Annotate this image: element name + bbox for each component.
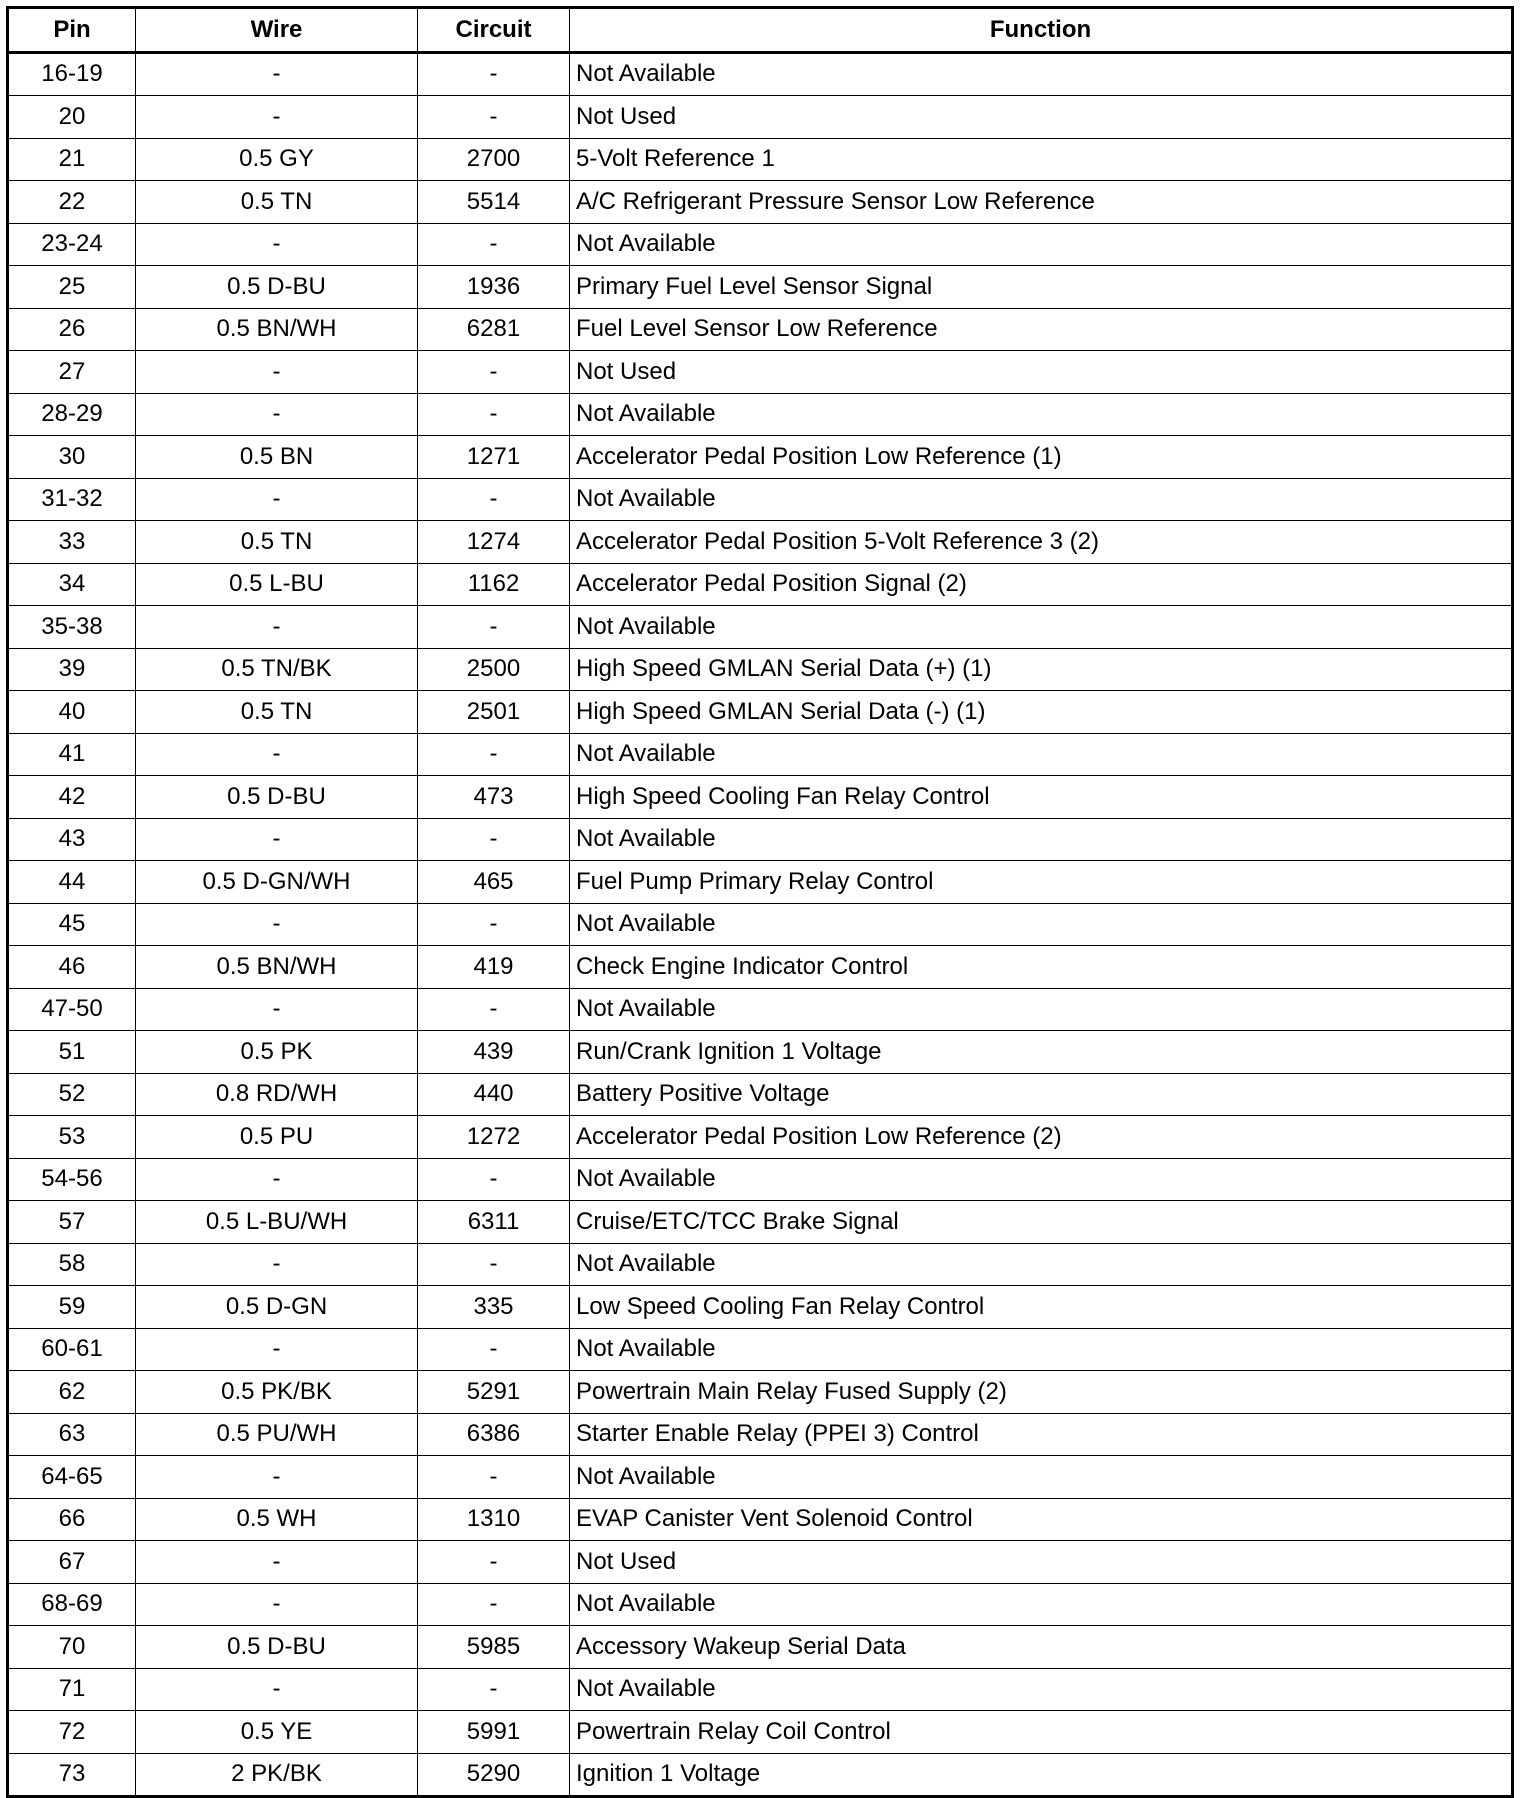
cell-wire: 0.5 TN/BK — [136, 648, 418, 691]
cell-wire: - — [136, 1456, 418, 1499]
cell-function: Not Available — [570, 733, 1513, 776]
cell-circuit: - — [418, 393, 570, 436]
cell-wire: - — [136, 1583, 418, 1626]
table-row — [8, 1201, 1513, 1244]
cell-wire: 0.5 PK — [136, 1031, 418, 1074]
table-row — [8, 1583, 1513, 1626]
cell-function: Accelerator Pedal Position 5-Volt Reference 3 (2) — [570, 521, 1513, 564]
cell-circuit: 1162 — [418, 563, 570, 606]
cell-circuit: 5514 — [418, 181, 570, 224]
cell-circuit: - — [418, 351, 570, 394]
cell-function: Not Available — [570, 1583, 1513, 1626]
cell-wire: 0.5 D-GN — [136, 1286, 418, 1329]
header-circuit: Circuit — [418, 8, 570, 53]
table-row — [8, 181, 1513, 224]
cell-function: Not Available — [570, 1243, 1513, 1286]
cell-wire: 0.5 L-BU — [136, 563, 418, 606]
cell-circuit: 2700 — [418, 138, 570, 181]
header-row — [8, 8, 1513, 53]
pin-table — [6, 6, 1514, 1798]
cell-circuit: - — [418, 818, 570, 861]
header-function: Function — [570, 8, 1513, 53]
cell-pin: 46 — [8, 946, 136, 989]
cell-pin: 72 — [8, 1711, 136, 1754]
cell-function: Not Available — [570, 903, 1513, 946]
cell-circuit: - — [418, 1158, 570, 1201]
table-row — [8, 1371, 1513, 1414]
cell-wire: - — [136, 478, 418, 521]
cell-circuit: - — [418, 903, 570, 946]
cell-function: Not Available — [570, 1668, 1513, 1711]
cell-circuit: 465 — [418, 861, 570, 904]
cell-pin: 47-50 — [8, 988, 136, 1031]
cell-wire: - — [136, 606, 418, 649]
cell-wire: 0.5 D-BU — [136, 266, 418, 309]
cell-circuit: 2501 — [418, 691, 570, 734]
cell-wire: 0.5 TN — [136, 521, 418, 564]
cell-pin: 35-38 — [8, 606, 136, 649]
cell-wire: 0.5 BN/WH — [136, 308, 418, 351]
table-row — [8, 1286, 1513, 1329]
cell-function: Accelerator Pedal Position Low Reference (2) — [570, 1116, 1513, 1159]
cell-wire: 0.5 WH — [136, 1498, 418, 1541]
cell-circuit: 5991 — [418, 1711, 570, 1754]
cell-function: Cruise/ETC/TCC Brake Signal — [570, 1201, 1513, 1244]
cell-function: Not Available — [570, 818, 1513, 861]
cell-wire: 0.5 PU — [136, 1116, 418, 1159]
table-row — [8, 436, 1513, 479]
cell-circuit: 419 — [418, 946, 570, 989]
table-row — [8, 1668, 1513, 1711]
cell-function: Low Speed Cooling Fan Relay Control — [570, 1286, 1513, 1329]
cell-circuit: 1936 — [418, 266, 570, 309]
cell-wire: 0.5 TN — [136, 691, 418, 734]
cell-function: Not Available — [570, 606, 1513, 649]
cell-pin: 54-56 — [8, 1158, 136, 1201]
table-row — [8, 776, 1513, 819]
table-body — [8, 52, 1513, 1797]
cell-function: Powertrain Main Relay Fused Supply (2) — [570, 1371, 1513, 1414]
cell-circuit: 473 — [418, 776, 570, 819]
header-pin: Pin — [8, 8, 136, 53]
cell-pin: 39 — [8, 648, 136, 691]
cell-function: Accelerator Pedal Position Low Reference (1) — [570, 436, 1513, 479]
table-row — [8, 138, 1513, 181]
table-row — [8, 52, 1513, 96]
table-row — [8, 1031, 1513, 1074]
cell-pin: 34 — [8, 563, 136, 606]
table-row — [8, 563, 1513, 606]
cell-function: Not Available — [570, 1456, 1513, 1499]
cell-pin: 16-19 — [8, 52, 136, 96]
cell-pin: 58 — [8, 1243, 136, 1286]
table-row — [8, 266, 1513, 309]
cell-pin: 67 — [8, 1541, 136, 1584]
table-row — [8, 1158, 1513, 1201]
cell-function: High Speed GMLAN Serial Data (+) (1) — [570, 648, 1513, 691]
cell-pin: 42 — [8, 776, 136, 819]
cell-function: Accessory Wakeup Serial Data — [570, 1626, 1513, 1669]
cell-circuit: - — [418, 1243, 570, 1286]
cell-wire: - — [136, 1158, 418, 1201]
table-row — [8, 1753, 1513, 1797]
cell-function: Accelerator Pedal Position Signal (2) — [570, 563, 1513, 606]
cell-wire: - — [136, 393, 418, 436]
table-row — [8, 648, 1513, 691]
cell-pin: 28-29 — [8, 393, 136, 436]
cell-pin: 33 — [8, 521, 136, 564]
cell-wire: - — [136, 733, 418, 776]
cell-wire: 2 PK/BK — [136, 1753, 418, 1797]
cell-pin: 71 — [8, 1668, 136, 1711]
cell-function: Not Available — [570, 478, 1513, 521]
cell-pin: 59 — [8, 1286, 136, 1329]
table-row — [8, 1243, 1513, 1286]
table-row — [8, 606, 1513, 649]
cell-wire: 0.5 BN/WH — [136, 946, 418, 989]
cell-circuit: 5985 — [418, 1626, 570, 1669]
cell-function: Not Used — [570, 351, 1513, 394]
cell-circuit: 6281 — [418, 308, 570, 351]
cell-wire: - — [136, 96, 418, 139]
cell-circuit: - — [418, 96, 570, 139]
cell-pin: 30 — [8, 436, 136, 479]
cell-wire: - — [136, 1328, 418, 1371]
cell-function: 5-Volt Reference 1 — [570, 138, 1513, 181]
cell-pin: 43 — [8, 818, 136, 861]
cell-circuit: - — [418, 1583, 570, 1626]
cell-wire: 0.5 D-BU — [136, 776, 418, 819]
cell-function: A/C Refrigerant Pressure Sensor Low Reference — [570, 181, 1513, 224]
cell-function: Not Available — [570, 1158, 1513, 1201]
cell-circuit: - — [418, 223, 570, 266]
cell-wire: 0.5 BN — [136, 436, 418, 479]
cell-circuit: 1271 — [418, 436, 570, 479]
table-row — [8, 946, 1513, 989]
cell-circuit: 6311 — [418, 1201, 570, 1244]
cell-function: Starter Enable Relay (PPEI 3) Control — [570, 1413, 1513, 1456]
table-row — [8, 1541, 1513, 1584]
cell-function: Not Available — [570, 52, 1513, 96]
cell-function: Powertrain Relay Coil Control — [570, 1711, 1513, 1754]
cell-pin: 27 — [8, 351, 136, 394]
cell-circuit: - — [418, 733, 570, 776]
cell-pin: 60-61 — [8, 1328, 136, 1371]
table-row — [8, 1498, 1513, 1541]
table-row — [8, 1116, 1513, 1159]
cell-wire: - — [136, 52, 418, 96]
cell-circuit: 440 — [418, 1073, 570, 1116]
table-row — [8, 903, 1513, 946]
cell-pin: 63 — [8, 1413, 136, 1456]
cell-circuit: - — [418, 1328, 570, 1371]
cell-pin: 44 — [8, 861, 136, 904]
cell-pin: 41 — [8, 733, 136, 776]
cell-pin: 21 — [8, 138, 136, 181]
cell-function: Not Used — [570, 1541, 1513, 1584]
cell-pin: 66 — [8, 1498, 136, 1541]
cell-function: High Speed GMLAN Serial Data (-) (1) — [570, 691, 1513, 734]
cell-wire: - — [136, 1541, 418, 1584]
cell-circuit: 439 — [418, 1031, 570, 1074]
cell-wire: 0.5 D-BU — [136, 1626, 418, 1669]
cell-function: Battery Positive Voltage — [570, 1073, 1513, 1116]
cell-wire: - — [136, 988, 418, 1031]
cell-wire: 0.5 L-BU/WH — [136, 1201, 418, 1244]
cell-circuit: - — [418, 52, 570, 96]
table-header — [8, 8, 1513, 53]
cell-wire: 0.5 PU/WH — [136, 1413, 418, 1456]
cell-circuit: - — [418, 1456, 570, 1499]
table-row — [8, 818, 1513, 861]
cell-wire: 0.8 RD/WH — [136, 1073, 418, 1116]
cell-function: Not Used — [570, 96, 1513, 139]
cell-pin: 22 — [8, 181, 136, 224]
cell-function: Run/Crank Ignition 1 Voltage — [570, 1031, 1513, 1074]
table-row — [8, 733, 1513, 776]
cell-circuit: - — [418, 1668, 570, 1711]
table-row — [8, 223, 1513, 266]
cell-circuit: 6386 — [418, 1413, 570, 1456]
cell-wire: - — [136, 818, 418, 861]
cell-circuit: - — [418, 606, 570, 649]
table-row — [8, 96, 1513, 139]
cell-pin: 26 — [8, 308, 136, 351]
cell-wire: - — [136, 1668, 418, 1711]
cell-pin: 31-32 — [8, 478, 136, 521]
table-row — [8, 1626, 1513, 1669]
cell-pin: 68-69 — [8, 1583, 136, 1626]
cell-wire: 0.5 YE — [136, 1711, 418, 1754]
cell-pin: 23-24 — [8, 223, 136, 266]
cell-wire: 0.5 D-GN/WH — [136, 861, 418, 904]
cell-wire: 0.5 TN — [136, 181, 418, 224]
cell-circuit: 5291 — [418, 1371, 570, 1414]
cell-function: Not Available — [570, 988, 1513, 1031]
table-row — [8, 988, 1513, 1031]
cell-pin: 40 — [8, 691, 136, 734]
cell-function: Fuel Level Sensor Low Reference — [570, 308, 1513, 351]
cell-wire: 0.5 GY — [136, 138, 418, 181]
cell-circuit: 1310 — [418, 1498, 570, 1541]
cell-circuit: - — [418, 478, 570, 521]
table-row — [8, 1073, 1513, 1116]
cell-function: Fuel Pump Primary Relay Control — [570, 861, 1513, 904]
cell-circuit: 2500 — [418, 648, 570, 691]
cell-circuit: - — [418, 988, 570, 1031]
header-wire: Wire — [136, 8, 418, 53]
cell-wire: - — [136, 223, 418, 266]
table-row — [8, 521, 1513, 564]
cell-pin: 57 — [8, 1201, 136, 1244]
table-row — [8, 691, 1513, 734]
table-row — [8, 393, 1513, 436]
cell-pin: 53 — [8, 1116, 136, 1159]
cell-function: Ignition 1 Voltage — [570, 1753, 1513, 1797]
cell-function: Not Available — [570, 223, 1513, 266]
cell-function: Check Engine Indicator Control — [570, 946, 1513, 989]
table-row — [8, 861, 1513, 904]
cell-function: EVAP Canister Vent Solenoid Control — [570, 1498, 1513, 1541]
cell-wire: - — [136, 1243, 418, 1286]
table-row — [8, 478, 1513, 521]
cell-function: Not Available — [570, 393, 1513, 436]
cell-pin: 73 — [8, 1753, 136, 1797]
cell-pin: 62 — [8, 1371, 136, 1414]
cell-wire: - — [136, 903, 418, 946]
cell-function: High Speed Cooling Fan Relay Control — [570, 776, 1513, 819]
cell-wire: - — [136, 351, 418, 394]
cell-function: Not Available — [570, 1328, 1513, 1371]
cell-circuit: 5290 — [418, 1753, 570, 1797]
cell-circuit: 335 — [418, 1286, 570, 1329]
cell-circuit: 1272 — [418, 1116, 570, 1159]
cell-wire: 0.5 PK/BK — [136, 1371, 418, 1414]
cell-pin: 51 — [8, 1031, 136, 1074]
table-row — [8, 1456, 1513, 1499]
table-row — [8, 1711, 1513, 1754]
cell-pin: 45 — [8, 903, 136, 946]
table-row — [8, 308, 1513, 351]
cell-pin: 20 — [8, 96, 136, 139]
table-row — [8, 351, 1513, 394]
cell-pin: 25 — [8, 266, 136, 309]
cell-circuit: - — [418, 1541, 570, 1584]
table-row — [8, 1328, 1513, 1371]
cell-circuit: 1274 — [418, 521, 570, 564]
cell-pin: 64-65 — [8, 1456, 136, 1499]
table-row — [8, 1413, 1513, 1456]
cell-function: Primary Fuel Level Sensor Signal — [570, 266, 1513, 309]
cell-pin: 70 — [8, 1626, 136, 1669]
cell-pin: 52 — [8, 1073, 136, 1116]
